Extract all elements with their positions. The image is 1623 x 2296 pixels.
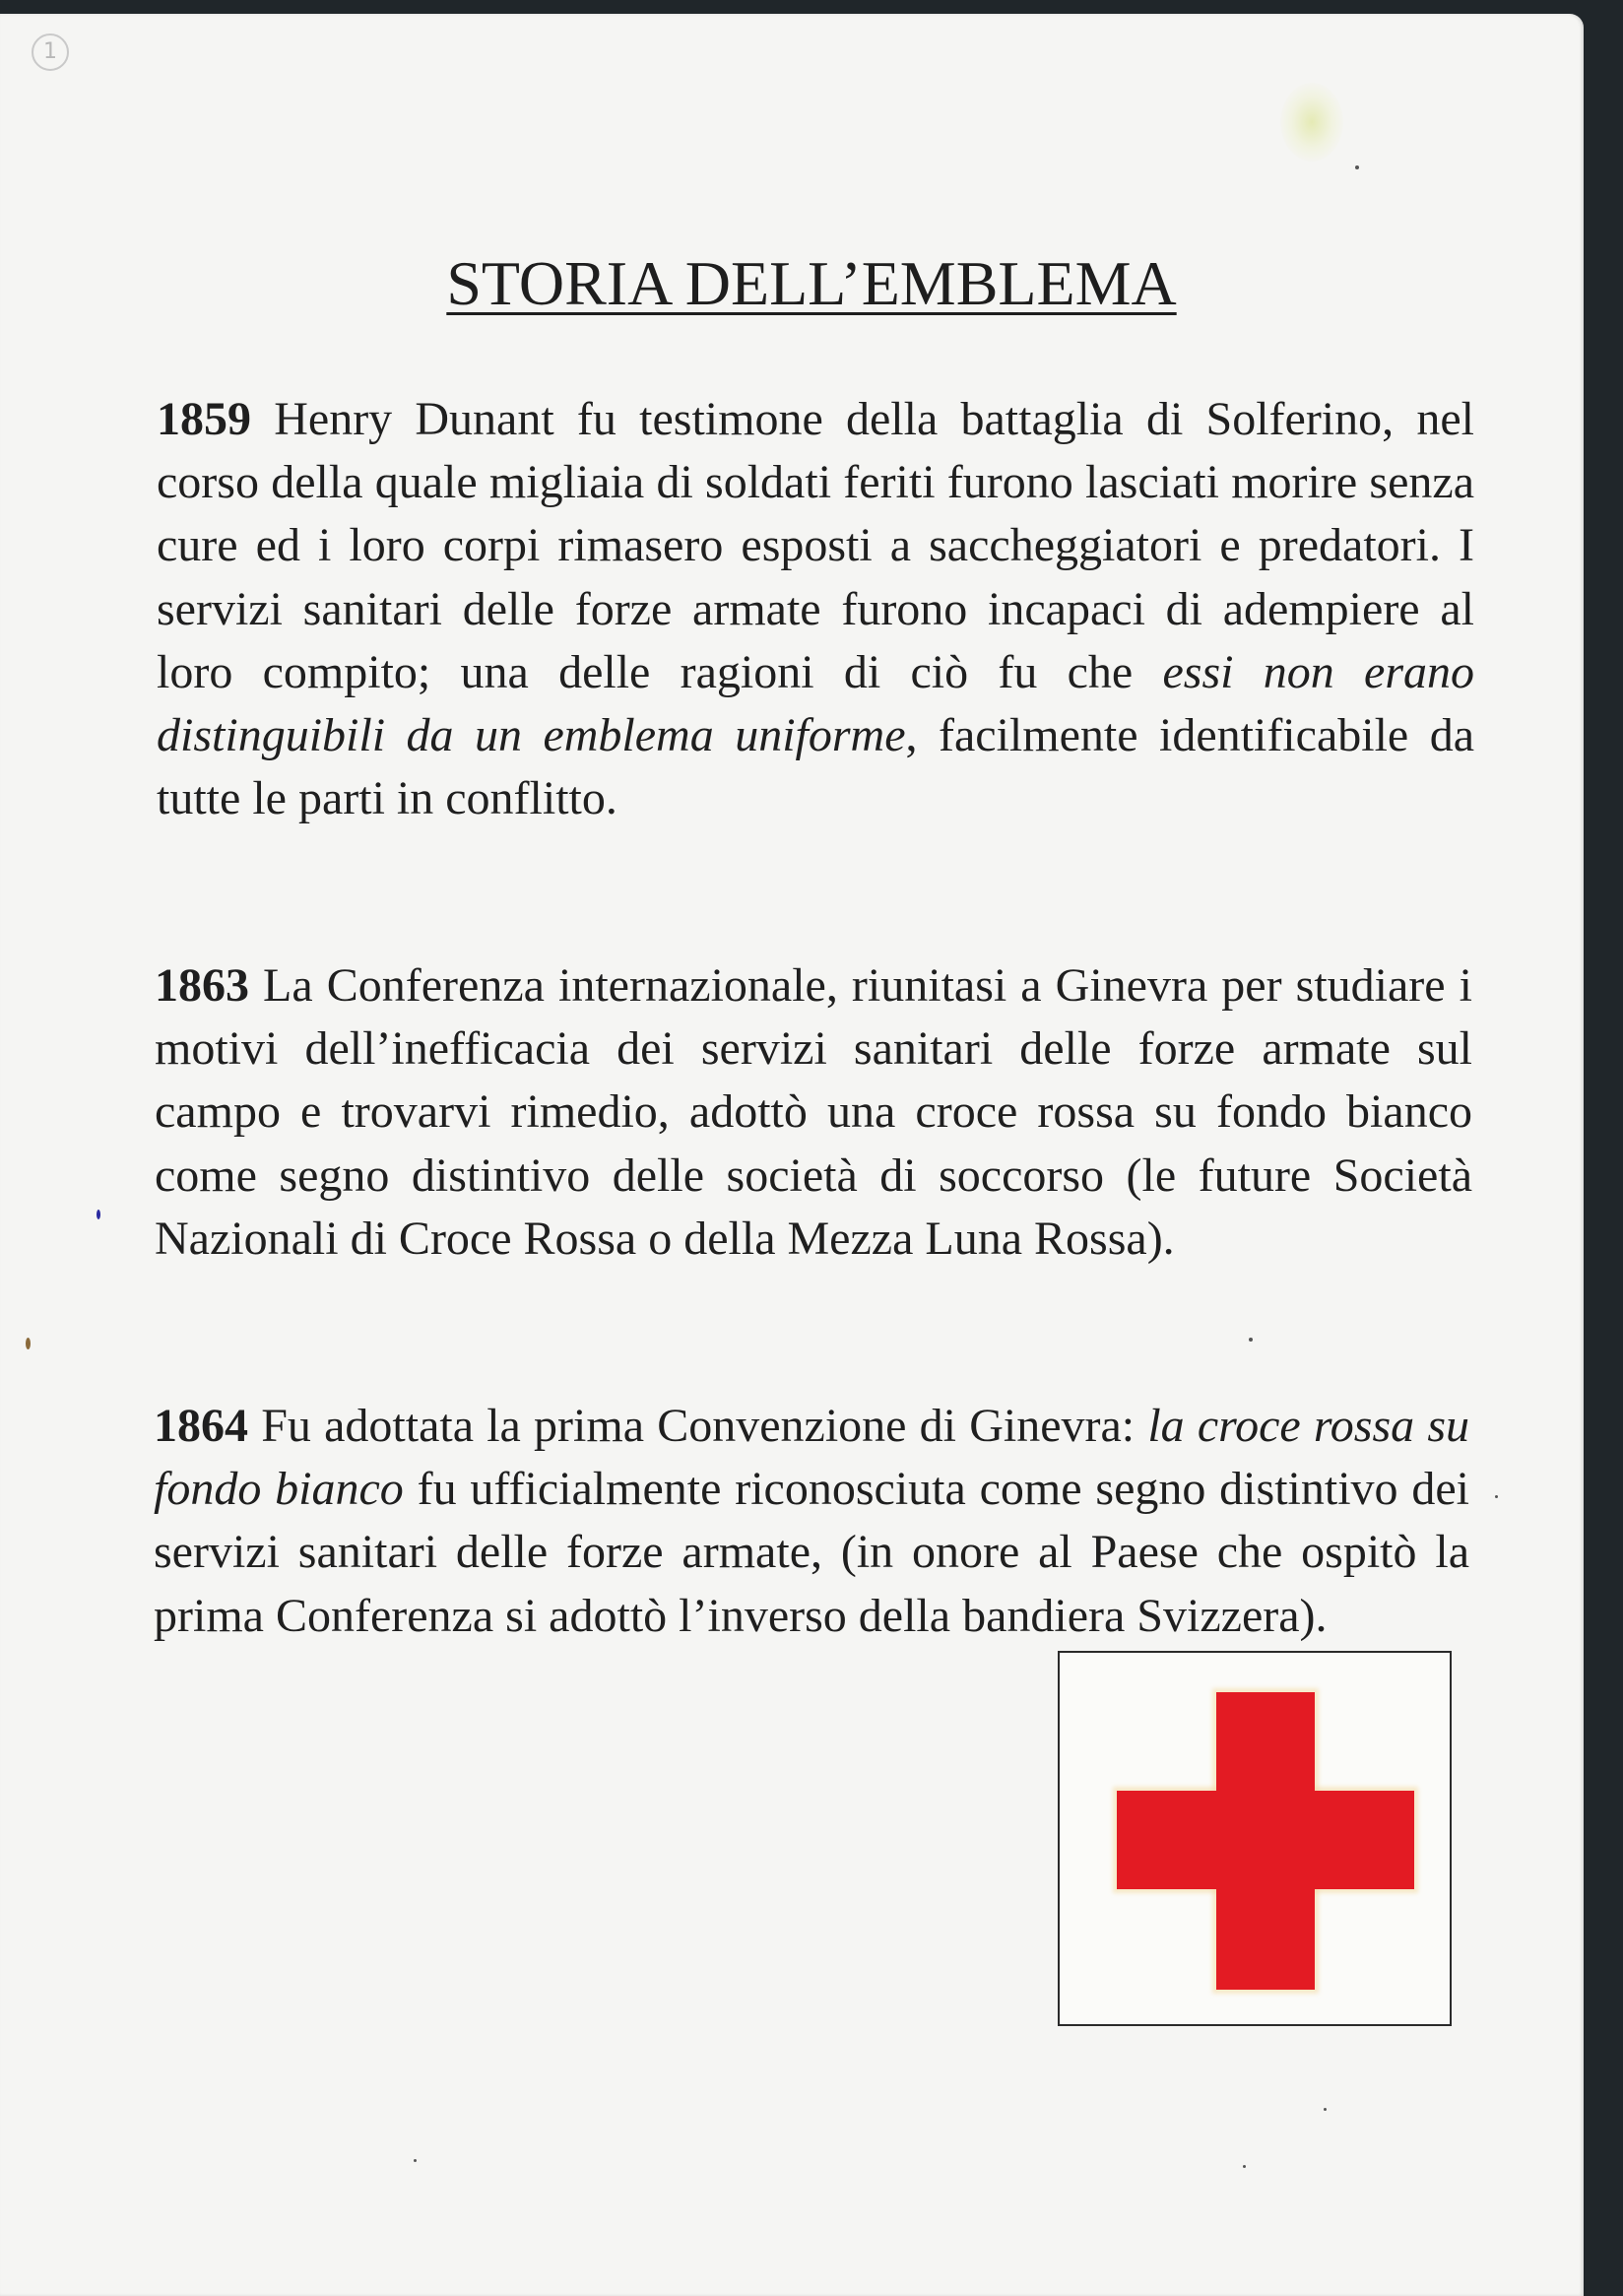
- scan-speck: [1324, 2108, 1327, 2111]
- scan-speck: [26, 1338, 31, 1349]
- scan-speck: [1495, 1495, 1498, 1498]
- paragraph-1864-text-b: fu ufficialmente riconosciuta come segno distintivo dei servizi sanitari delle forze armate, (in onore al Paese che ospitò la prima Conferenza si adottò l’inverso della bandiera Svizzera).: [154, 1463, 1469, 1642]
- document-title-text: STORIA DELL’EMBLEMA: [446, 248, 1177, 318]
- document-title: [0, 244, 1623, 323]
- paragraph-1859-text-a: Henry Dunant fu testimone della battaglia di Solferino, nel corso della quale migliaia di soldati feriti furono lasciati morire senza cure ed i loro corpi rimasero esposti a saccheggiatori e predatori. I servizi sanitari delle forze armate furono incapaci di adempiere al loro compito; una delle ragioni di ciò fu che: [157, 393, 1474, 698]
- paragraph-1864: [154, 1395, 1469, 1648]
- scan-speck: [1243, 2165, 1246, 2168]
- paper-stain: [1280, 83, 1343, 162]
- scan-speck: [414, 2159, 417, 2162]
- paragraph-1859-italic: essi non erano distinguibili da un emblema uniforme: [157, 645, 1474, 762]
- paragraph-1859: [157, 388, 1474, 830]
- page-number-marker: 1: [32, 33, 69, 71]
- scan-speck: [1355, 165, 1359, 169]
- paragraph-1864-text-a: Fu adottata la prima Convenzione di Ginevra:: [248, 1400, 1148, 1452]
- red-cross-icon: [1060, 1653, 1450, 2024]
- year-1864: 1864: [154, 1400, 248, 1452]
- scan-speck: [97, 1210, 100, 1219]
- paragraph-1863: [155, 954, 1472, 1271]
- red-cross-emblem: [1058, 1651, 1452, 2026]
- paragraph-1864-italic: la croce rossa su fondo bianco: [154, 1400, 1470, 1516]
- paragraph-1863-text: La Conferenza internazionale, riunitasi a Ginevra per studiare i motivi dell’inefficacia dei servizi sanitari delle forze armate sul campo e trovarvi rimedio, adottò una croce rossa su fondo bianco come segno distintivo delle società di soccorso (le future Società Nazionali di Croce Rossa o della Mezza Luna Rossa).: [155, 959, 1472, 1265]
- year-1859: 1859: [157, 393, 251, 445]
- paragraph-1859-text-b: , facilmente identificabile da tutte le parti in conflitto.: [157, 709, 1474, 825]
- year-1863: 1863: [155, 959, 249, 1012]
- scan-speck: [1249, 1338, 1253, 1342]
